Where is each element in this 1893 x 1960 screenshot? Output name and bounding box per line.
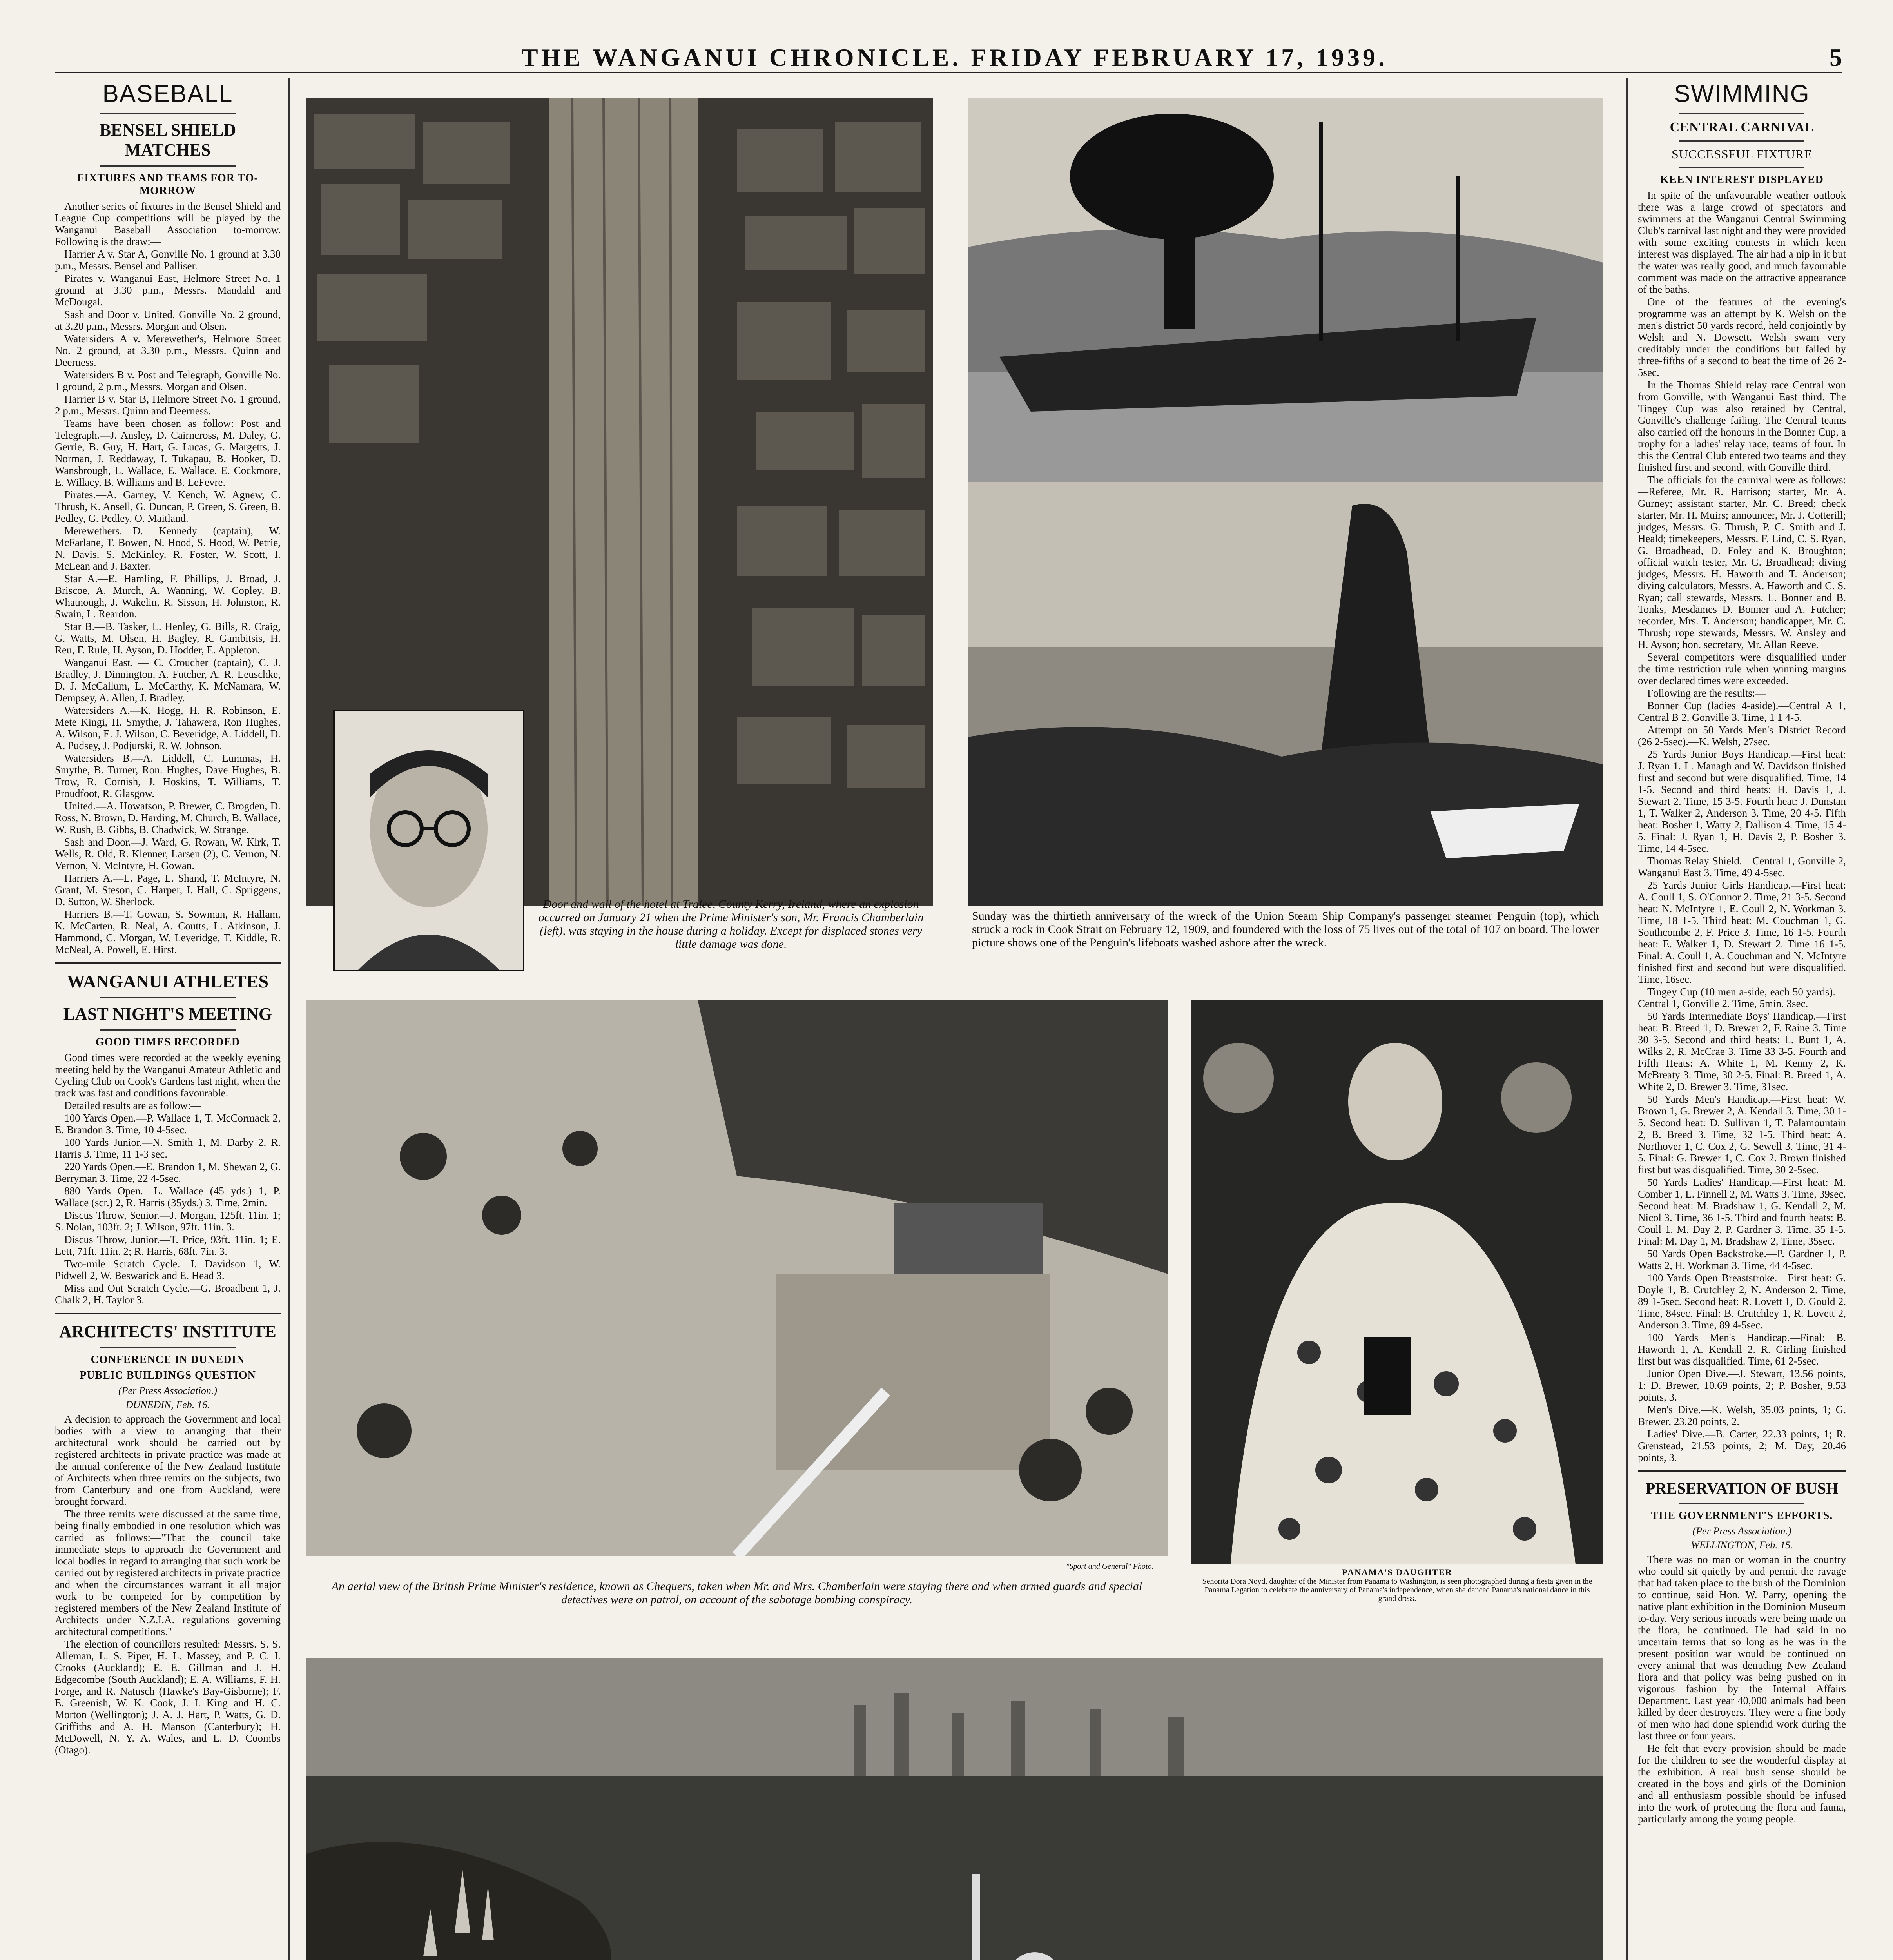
paragraph: The three remits were discussed at the same time, being finally embodied in one resolution which was carried as follows:—"That the council take immediate steps to approach the Government and local bodies in regard to arranging that such work be carried out by registered architects in private practice and when the circumstances warrant it all major work to be competed for by competition by registered members of the New Zealand Institute of Architects under N.Z.I.A. regulations governing architectural competitions." xyxy=(55,1508,281,1637)
lifeboat-image xyxy=(968,482,1603,906)
paragraph: There was no man or woman in the country who could sit quietly by and permit the ravage that had taken place to the bush of the Dominion to continue, said Hon. W. Parry, opening the native plant exhibition in the Dominion Museum to-day. Very serious inroads were being made on the flora, he continued. He had said in no uncertain terms that so long as he was in the present position war would be continued on every animal that was denuding New Zealand flora and that policy was being pushed on in vigorous fashion by the Internal Affairs Department. Last year 40,000 animals had been killed by deer destroyers. They were a fine body of men who had done splendid work during the last three or four years. xyxy=(1638,1553,1846,1742)
bush-heading: PRESERVATION OF BUSH xyxy=(1645,1479,1839,1497)
swimming-subheading: CENTRAL CARNIVAL xyxy=(1670,120,1814,134)
penguin-steamer-photo xyxy=(968,98,1603,482)
swimming-heading: SWIMMING xyxy=(1674,80,1810,107)
portrait-image xyxy=(335,711,523,970)
paragraph: Another series of fixtures in the Bensel Shield and League Cup competitions will be played by the Wanganui Baseball Association to-morrow. Following is the draw:— xyxy=(55,200,281,247)
swimming-kicker: KEEN INTEREST DISPLAYED xyxy=(1660,174,1824,186)
athletes-kicker: GOOD TIMES RECORDED xyxy=(95,1036,240,1048)
paragraph: Pirates v. Wanganui East, Helmore Street No. 1 ground at 3.30 p.m., Messrs. Mandahl and McDougal. xyxy=(55,272,281,308)
paragraph: 50 Yards Open Backstroke.—P. Gardner 1, P. Watts 2, H. Workman 3. Time, 44 4-5sec. xyxy=(1638,1248,1846,1271)
architects-subheading: CONFERENCE IN DUNEDIN xyxy=(91,1354,245,1366)
paragraph: 50 Yards Men's Handicap.—First heat: W. Brown 1, G. Brewer 2, A. Kendall 3. Time, 30 1-5. Second heat: D. Sullivan 1, T. Palamountain 2, B. Breed 3. Time, 32 1-5. Third heat: A. Northover 1, C. Cox 2, G. Sewell 3. Time, 31 4-5. Final: G. Brewer 1, C. Cox 2. Brown finished first but was disqualified. Time, 30 2-5sec. xyxy=(1638,1093,1846,1176)
paragraph: Junior Open Dive.—J. Stewart, 13.56 points, 1; D. Brewer, 10.69 points, 2; P. Bosher, 9.53 points, 3. xyxy=(1638,1368,1846,1403)
divider xyxy=(100,997,236,998)
swimming-article xyxy=(1638,189,1846,1463)
swimming-subheading-2: SUCCESSFUL FIXTURE xyxy=(1671,147,1813,161)
chequers-caption: An aerial view of the British Prime Minister's residence, known as Chequers, taken when Mr. and Mrs. Chamberlain were staying there and when armed guards and special detectives were on patrol, on account of the sabotage bombing conspiracy. xyxy=(331,1580,1142,1606)
paragraph: In spite of the unfavourable weather outlook there was a large crowd of spectators and swimmers at the Wanganui Central Swimming Club's carnival last night and they were provided with some exciting contests in which keen interest was displayed. The air had a nip in it but the water was really good, and much favourable comment was made on the attractive appearance of the baths. xyxy=(1638,189,1846,295)
paragraph: Miss and Out Scratch Cycle.—G. Broadbent 1, J. Chalk 2, H. Taylor 3. xyxy=(55,1282,281,1306)
press-association-credit: (Per Press Association.) xyxy=(1692,1525,1791,1537)
paragraph: 220 Yards Open.—E. Brandon 1, M. Shewan 2, G. Berryman 3. Time, 22 4-5sec. xyxy=(55,1161,281,1184)
architects-kicker: PUBLIC BUILDINGS QUESTION xyxy=(80,1369,256,1381)
paragraph: Discus Throw, Junior.—T. Price, 93ft. 11in. 1; E. Lett, 71ft. 11in. 2; R. Harris, 68ft. 7in. 3. xyxy=(55,1234,281,1257)
paragraph: In the Thomas Shield relay race Central won from Gonville, with Wanganui East third. The Tingey Cup was also retained by Central, Gonville's challenge failing. The Central teams also carried off the honours in the Bonner Cup, a trophy for a ladies' relay race, teams of four. In this the Central Club entered two teams and they finished first and second, with Gonville third. xyxy=(1638,379,1846,473)
paragraph: Watersiders B v. Post and Telegraph, Gonville No. 1 ground, 2 p.m., Messrs. Morgan and Olsen. xyxy=(55,369,281,392)
divider xyxy=(1679,1503,1804,1504)
bush-subheading: THE GOVERNMENT'S EFFORTS. xyxy=(1651,1510,1833,1522)
right-column xyxy=(1626,78,1846,1960)
paragraph: Teams have been chosen as follow: Post and Telegraph.—J. Ansley, D. Cairncross, M. Daley, G. Gerrie, B. Guy, H. Hart, G. Lucas, G. Margetts, J. Norman, J. Reddaway, I. Tukapau, B. Hooker, D. Wansbrough, L. Wallace, E. Wallace, E. Cockmore, E. Willacy, B. Williams and B. LeFevre. xyxy=(55,417,281,488)
section-divider xyxy=(1638,1470,1846,1472)
world-fair-image xyxy=(306,1658,1603,1960)
chequers-aerial-photo xyxy=(306,1000,1168,1556)
paragraph: 25 Yards Junior Girls Handicap.—First heat: A. Coull 1, S. O'Connor 2. Time, 21 3-5. Second heat: N. McIntyre 1, E. Coull 2, N. Workman 3. Time, 18 1-5. Third heat: M. Couchman 1, G. Southcombe 2, F. Price 3. Time, 16 1-5. Fourth heat: E. Walker 1, D. Stewart 2. Time 16 1-5. Final: A. Coull 1, A. Couchman and N. McIntyre finished first and second but were disqualified. Time, 16sec. xyxy=(1638,879,1846,985)
dateline: WELLINGTON, Feb. 15. xyxy=(1691,1539,1793,1551)
chequers-photo-credit: "Sport and General" Photo. xyxy=(1066,1562,1154,1571)
panama-title: PANAMA'S DAUGHTER xyxy=(1342,1567,1452,1577)
paragraph: Merewethers.—D. Kennedy (captain), W. McFarlane, T. Bowen, N. Hood, S. Hood, W. Petrie, N. Davis, S. McKinley, R. Foster, W. Scott, I. McLean and J. Baxter. xyxy=(55,525,281,572)
paragraph: Discus Throw, Senior.—J. Morgan, 125ft. 11in. 1; S. Nolan, 103ft. 2; J. Wilson, 97ft. 11in. 3. xyxy=(55,1209,281,1233)
paragraph: Thomas Relay Shield.—Central 1, Gonville 2, Wanganui East 3. Time, 49 4-5sec. xyxy=(1638,855,1846,878)
paragraph: Watersiders A v. Merewether's, Helmore Street No. 2 ground, at 3.30 p.m., Messrs. Quinn and Deerness. xyxy=(55,333,281,368)
athletes-heading: WANGANUI ATHLETES xyxy=(67,971,269,991)
paragraph: The election of councillors resulted: Messrs. S. S. Alleman, L. S. Piper, H. L. Massey, and P. C. I. Crooks (Auckland); E. E. Gillman and J. H. Edgecombe (South Auckland); E. A. Williams, F. H. Forge, and R. Natusch (Hawke's Bay-Gisborne); F. E. Greenish, W. K. Cook, J. I. King and H. C. Morton (Wellington); J. A. J. Hart, P. Watts, G. D. Griffiths and A. H. Manson (Canterbury); H. McDowell, N. Y. A. Wales, and L. D. Coombs (Otago). xyxy=(55,1638,281,1756)
divider xyxy=(1679,167,1804,168)
panama-caption-block xyxy=(1195,1568,1599,1603)
paragraph: The officials for the carnival were as follows:—Referee, Mr. R. Harrison; starter, Mr. A. Gurney; assistant starter, Mr. C. Breed; check starter, Mr. H. Muirs; announcer, Mr. J. Cotterill; judges, Messrs. G. Thrush, P. C. Smith and J. Heald; timekeepers, Messrs. F. Lind, C. S. Ryan, G. Broadhead, D. Foley and K. Broughton; official watch tester, Mr. G. Broadhead; diving judges, Messrs. H. Haworth and T. Anderson; diving calculators, Messrs. A. Haworth and C. S. Ryan; call stewards, Messrs. L. Bonner and B. Tonks, Mesdames D. Bonner and A. Futcher; recorder, Mrs. T. Anderson; handicapper, Mr. C. Thrush; rope stewards, Messrs. W. Ansley and H. Ayson; hon. secretary, Mr. Allan Reeve. xyxy=(1638,474,1846,650)
paragraph: One of the features of the evening's programme was an attempt by K. Welsh on the men's district 50 yards record, held conjointly by Welsh and N. Dowsett. Welsh swam very creditably under the conditions but failed by three-fifths of a second to beat the time of 26 2-5sec. xyxy=(1638,296,1846,378)
paragraph: Watersiders B.—A. Liddell, C. Lummas, H. Smythe, B. Turner, Ron. Hughes, Dave Hughes, B. Trow, R. Cornish, J. Hoskins, T. Williams, T. Proudfoot, R. Glasgow. xyxy=(55,752,281,799)
dancer-image xyxy=(1191,1000,1603,1564)
penguin-lifeboat-photo xyxy=(968,482,1603,906)
panama-dancer-photo xyxy=(1191,1000,1603,1564)
paragraph: Ladies' Dive.—B. Carter, 22.33 points, 1; R. Grenstead, 21.53 points, 2; M. Day, 20.46 points, 3. xyxy=(1638,1428,1846,1463)
steamer-image xyxy=(968,98,1603,482)
newspaper-title: THE WANGANUI CHRONICLE. FRIDAY FEBRUARY 17, 1939. xyxy=(521,44,1388,71)
divider xyxy=(100,1029,236,1031)
paragraph: Watersiders A.—K. Hogg, H. R. Robinson, E. Mete Kingi, H. Smythe, J. Tahawera, Ron Hughes, A. Wilson, E. J. Wilson, C. Beveridge, A. Liddell, D. A. Pudsey, J. Podjurski, R. W. Johnson. xyxy=(55,704,281,751)
penguin-caption: Sunday was the thirtieth anniversary of the wreck of the Union Steam Ship Company's passenger steamer Penguin (top), which struck a rock in Cook Strait on February 12, 1909, and foundered with the loss of 75 lives out of the total of 107 on board. The lower picture shows one of the Penguin's lifeboats washed ashore after the wreck. xyxy=(972,909,1599,949)
paragraph: Bonner Cup (ladies 4-aside).—Central A 1, Central B 2, Gonville 3. Time, 1 1 4-5. xyxy=(1638,700,1846,723)
tralee-caption: Door and wall of the hotel at Tralee, County Kerry, Ireland, where an explosion occurred on January 21 when the Prime Minister's son, Mr. Francis Chamberlain (left), was staying in the house during a holiday. Except for displaced stones very little damage was done. xyxy=(538,898,924,951)
paragraph: Sash and Door.—J. Ward, G. Rowan, W. Kirk, T. Wells, R. Old, R. Klenner, Larsen (2), C. Vernon, N. Vernon, N. McIntyre, H. Gowan. xyxy=(55,836,281,871)
divider xyxy=(100,1347,236,1348)
paragraph: 880 Yards Open.—L. Wallace (45 yds.) 1, P. Wallace (scr.) 2, R. Harris (35yds.) 3. Time, 2min. xyxy=(55,1185,281,1209)
paragraph: 100 Yards Men's Handicap.—Final: B. Haworth 1, A. Kendall 2. R. Girling finished first but was disqualified. Time, 61 2-5sec. xyxy=(1638,1332,1846,1367)
paragraph: Harriers B.—T. Gowan, S. Sowman, R. Hallam, K. McCarten, R. Neal, A. Coutts, L. Atkinson, J. Hammond, C. Morgan, W. Leveridge, T. Kiddle, R. McNeal, A. Powell, E. Hirst. xyxy=(55,908,281,955)
left-column xyxy=(55,78,290,1960)
paragraph: Following are the results:— xyxy=(1647,687,1766,699)
paragraph: Sash and Door v. United, Gonville No. 2 ground, at 3.20 p.m., Messrs. Morgan and Olsen. xyxy=(55,309,281,332)
paragraph: United.—A. Howatson, P. Brewer, C. Brogden, D. Ross, N. Brown, D. Harding, M. Church, B. Wallace, W. Rush, B. Gibbs, B. Chadwick, W. Strange. xyxy=(55,800,281,835)
paragraph: Star A.—E. Hamling, F. Phillips, J. Broad, J. Briscoe, A. Murch, A. Wanning, W. Copley, B. Whatnough, J. Wakelin, R. Sisson, H. Johnston, R. Swain, L. Reardon. xyxy=(55,573,281,620)
section-divider xyxy=(55,1313,281,1314)
section-divider xyxy=(55,962,281,964)
paragraph: Harriers A.—L. Page, L. Shand, T. McIntyre, N. Grant, M. Steson, C. Harper, I. Hall, C. Spriggens, D. Sutton, W. Sherlock. xyxy=(55,872,281,907)
panama-caption: Senorita Dora Noyd, daughter of the Minister from Panama to Washington, is seen photographed during a fiesta given in the Panama Legation to celebrate the anniversary of Panama's independence, when she danced Panama's national dance in this grand dress. xyxy=(1202,1577,1592,1603)
paragraph: Wanganui East. — C. Croucher (captain), C. J. Bradley, J. Dinnington, A. Futcher, A. R. Leuschke, D. J. McCallum, L. McCarthy, K. McNamara, W. Dempsey, A. Allen, J. Bradley. xyxy=(55,657,281,704)
paragraph: Harrier B v. Star B, Helmore Street No. 1 ground, 2 p.m., Messrs. Quinn and Deerness. xyxy=(55,393,281,417)
paragraph: 50 Yards Intermediate Boys' Handicap.—First heat: B. Breed 1, D. Brewer 2, F. Raine 3. Time 30 3-5. Second and third heats: L. Bunt 1, A. Wilks 2, R. McCrae 3. Time 33 3-5. Fourth and Fifth Heats: A. White 1, M. Kenny 2, K. McBreaty 3. Time, 30 2-5. Final: B. Breed 1, A. White 2, D. Brewer 3. Time, 31sec. xyxy=(1638,1010,1846,1093)
paragraph: He felt that every provision should be made for the children to see the wonderful display at the exhibition. A real bush sense should be created in the boys and girls of the Dominion and all enthusiasm possible should be infused into the work of protecting the flora and fauna, particularly among the young people. xyxy=(1638,1742,1846,1825)
paragraph: Two-mile Scratch Cycle.—I. Davidson 1, W. Pidwell 2, W. Beswarick and E. Head 3. xyxy=(55,1258,281,1281)
paragraph: A decision to approach the Government and local bodies with a view to arranging that their architectural work should be carried out by registered architects in private practice was made at the annual conference of the New Zealand Institute of Architects when three remits on the subjects, two from Canterbury and one from Auckland, were brought forward. xyxy=(55,1413,281,1507)
baseball-heading: BASEBALL xyxy=(102,80,233,107)
divider xyxy=(1679,113,1804,114)
paragraph: Attempt on 50 Yards Men's District Record (26 2-5sec).—K. Welsh, 27sec. xyxy=(1638,724,1846,748)
paragraph: Tingey Cup (10 men a-side, each 50 yards).—Central 1, Gonville 2. Time, 5min. 3sec. xyxy=(1638,986,1846,1009)
paragraph: Men's Dive.—K. Welsh, 35.03 points, 1; G. Brewer, 23.20 points, 2. xyxy=(1638,1404,1846,1427)
paragraph: 100 Yards Open Breaststroke.—First heat: G. Doyle 1, B. Crutchley 2, N. Anderson 2. Time, 89 1-5sec. Second heat: R. Lovett 1, D. Gould 2. Time, 84sec. Final: B. Crutchley 1, R. Lovett 2, Anderson 3. Time, 89 4-5sec. xyxy=(1638,1272,1846,1331)
paragraph: Star B.—B. Tasker, L. Henley, G. Bills, R. Craig, G. Watts, M. Olsen, H. Bagley, R. Gambitsis, H. Reu, F. Rule, H. Ayson, D. Hodder, E. Appleton. xyxy=(55,621,281,656)
paragraph: Several competitors were disqualified under the time restriction rule when winning margins over declared times were exceeded. xyxy=(1638,651,1846,686)
architects-article xyxy=(55,1413,281,1756)
divider xyxy=(1679,140,1804,142)
divider xyxy=(100,165,236,167)
architects-heading: ARCHITECTS' INSTITUTE xyxy=(59,1322,276,1341)
bush-article xyxy=(1638,1553,1846,1825)
divider xyxy=(100,113,236,114)
athletes-subheading: LAST NIGHT'S MEETING xyxy=(63,1004,272,1024)
baseball-article xyxy=(55,200,281,955)
paragraph: Detailed results are as follow:— xyxy=(64,1100,201,1111)
press-association-credit: (Per Press Association.) xyxy=(118,1385,218,1396)
paragraph: Pirates.—A. Garney, V. Kench, W. Agnew, C. Thrush, K. Ansell, G. Duncan, P. Green, S. Green, B. Pedley, G. Pedley, O. Maitland. xyxy=(55,489,281,524)
baseball-subheading: BENSEL SHIELD MATCHES xyxy=(99,120,236,160)
paragraph: Harrier A v. Star A, Gonville No. 1 ground at 3.30 p.m., Messrs. Bensel and Palliser. xyxy=(55,248,281,272)
paragraph: 100 Yards Open.—P. Wallace 1, T. McCormack 2, E. Brandon 3. Time, 10 4-5sec. xyxy=(55,1112,281,1136)
masthead xyxy=(55,35,1842,73)
dateline: DUNEDIN, Feb. 16. xyxy=(125,1399,210,1410)
athletes-article xyxy=(55,1052,281,1306)
paragraph: Good times were recorded at the weekly evening meeting held by the Wanganui Amateur Athletic and Cycling Club on Cook's Gardens last night, when the track was fast and conditions favourable. xyxy=(55,1052,281,1099)
world-fair-painting xyxy=(306,1658,1603,1960)
paragraph: 100 Yards Junior.—N. Smith 1, M. Darby 2, R. Harris 3. Time, 11 1-3 sec. xyxy=(55,1136,281,1160)
paragraph: 25 Yards Junior Boys Handicap.—First heat: J. Ryan 1. L. Managh and W. Davidson finished first and second but were disqualified. Time, 14 1-5. Second and third heats: H. Davis 1, J. Stewart 2. Time, 15 3-5. Fourth heat: J. Dunstan 1, T. Walker 2, Anderson 3. Time, 20 4-5. Fifth heat: Bosher 1, Watty 2, Dallison 4. Time, 15 4-5. Final: J. Ryan 1, H. Davis 2, P. Bosher 3. Time, 14 4-5sec. xyxy=(1638,748,1846,854)
chequers-image xyxy=(306,1000,1168,1556)
baseball-fixtures-heading: FIXTURES AND TEAMS FOR TO-MORROW xyxy=(77,172,258,197)
francis-chamberlain-portrait xyxy=(333,710,524,971)
paragraph: 50 Yards Ladies' Handicap.—First heat: M. Comber 1, L. Finnell 2, M. Watts 3. Time, 39sec. Second heat: M. Bradshaw 1, G. Kendall 2, M. Nicol 3. Time, 36 1-5. Third and fourth heats: B. Coull 1, M. Day 2, P. Gardner 3. Time, 35 1-5. Final: M. Day 1, M. Bradshaw 2, Time, 35sec. xyxy=(1638,1176,1846,1247)
page-number: 5 xyxy=(1830,44,1842,71)
